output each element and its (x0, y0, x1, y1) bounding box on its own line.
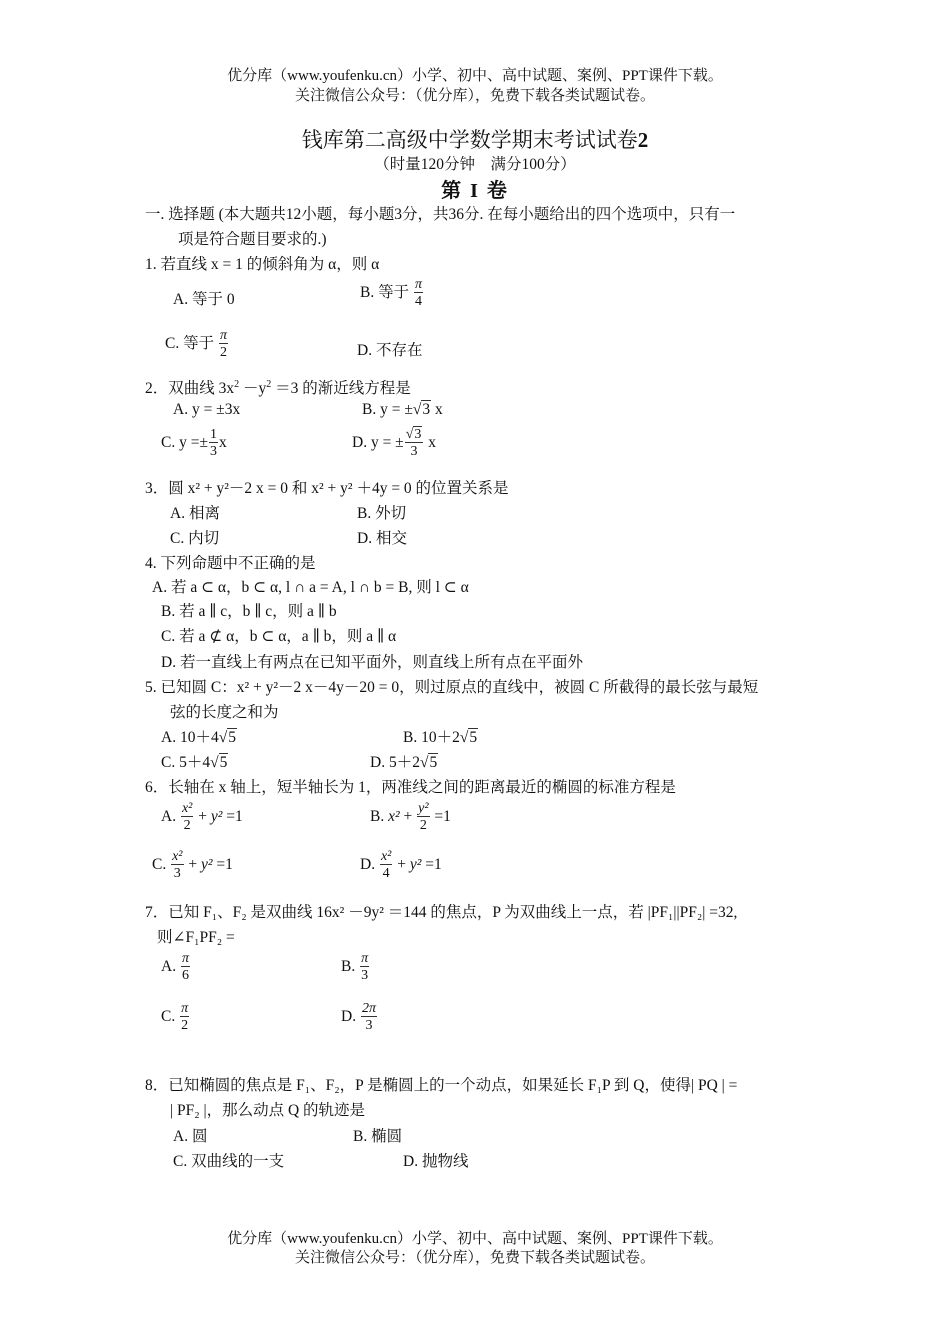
numerator: √3 (405, 427, 422, 442)
option-label: B. (370, 808, 385, 826)
q2-option-a: A. y = ±3x (173, 401, 241, 418)
q2-option-d (352, 428, 436, 459)
fraction (360, 952, 369, 983)
q4-option-a: A. 若 a ⊂ α，b ⊂ α, l ∩ a = A, l ∩ b = B, 则 l ⊂ α (152, 579, 469, 596)
denominator: 2 (181, 1018, 189, 1033)
fraction (180, 1002, 189, 1033)
plus: + (188, 856, 198, 874)
section1-line1: 一. 选择题 (本大题共12小题，每小题3分，共36分. 在每小题给出的四个选项中，只有一 (145, 206, 736, 223)
fraction (171, 850, 183, 881)
q1-option-a: A. 等于 0 (173, 291, 235, 308)
q2-stem-part: ＝3 的渐近线方程是 (271, 380, 411, 397)
q8-stem-line1: 8．已知椭圆的焦点是 F₁、F₂，P 是椭圆上的一个动点，如果延长 F₁P 到 Q，使得| PQ | = (145, 1077, 738, 1094)
q7-stem-line1: 7．已知 F₁、F₂ 是双曲线 16x² －9y² ＝144 的焦点，P 为双曲线上一点，若 |PF₁||PF₂| =32, (145, 904, 738, 921)
denominator: 2 (219, 345, 227, 360)
option-label: C. (152, 856, 167, 874)
q5-option-c (161, 750, 228, 772)
section1-line2: 项是符合题目要求的.) (178, 231, 327, 248)
q2-option-b-text: B. y = ± (362, 401, 413, 418)
q2-option-c-text: C. y =± (161, 434, 208, 452)
q4-option-b: B. 若 a ∥ c，b ∥ c，则 a ∥ b (161, 603, 337, 620)
superscript: 2 (234, 378, 240, 390)
numerator: y² (418, 801, 429, 816)
q3-option-a: A. 相离 (170, 505, 220, 522)
q5-stem-line2: 弦的长度之和为 (170, 704, 279, 721)
denominator: 3 (361, 968, 369, 983)
q7-option-c (161, 1002, 190, 1033)
numerator: x² (181, 801, 193, 816)
numerator: π (361, 951, 369, 966)
q7-stem-line2: 则∠F₁PF₂ = (157, 929, 235, 946)
q6-option-c (152, 850, 233, 881)
option-label: C. (161, 1008, 176, 1026)
q7-option-b (341, 952, 370, 983)
numerator: 2π (361, 1001, 376, 1016)
q1-option-b-text: B. 等于 (360, 284, 410, 302)
q2-stem-part: －y (239, 380, 267, 397)
q6-option-b (370, 802, 451, 833)
option-label: A. (161, 958, 177, 976)
exam-volume: 第 I 卷 (441, 180, 509, 202)
q5-option-d (370, 750, 438, 772)
denominator: 3 (173, 866, 181, 881)
fraction (209, 428, 218, 459)
radicand: 5 (228, 729, 236, 746)
radicand: 3 (414, 427, 422, 442)
q3-option-b: B. 外切 (357, 505, 407, 522)
denominator: 6 (181, 968, 189, 983)
radicand: 3 (422, 401, 431, 418)
q7-option-d (341, 1002, 378, 1033)
plus: + (397, 856, 406, 874)
sqrt: √5 (210, 754, 228, 771)
equals: =1 (425, 856, 442, 874)
q4-option-c: C. 若 a ⊄ α，b ⊂ α，a ∥ b，则 a ∥ α (161, 628, 397, 645)
q2-option-c (161, 428, 227, 459)
term: x² (388, 808, 400, 826)
fraction (414, 278, 423, 309)
radicand: 5 (219, 754, 228, 771)
q1-option-c-text: C. 等于 (165, 335, 215, 353)
fraction (181, 802, 193, 833)
term: y² (201, 856, 213, 874)
denominator: 3 (209, 444, 217, 459)
numerator: π (414, 277, 422, 292)
sqrt: √5 (218, 729, 236, 746)
q8-option-d: D. 抛物线 (403, 1153, 469, 1170)
q5-stem-line1: 5. 已知圆 C：x² + y²－2 x－4y－20 = 0，则过原点的直线中，被圆 C 所截得的最长弦与最短 (145, 679, 759, 696)
option-label: A. (161, 808, 177, 826)
q2-option-b (362, 401, 443, 419)
fraction (219, 329, 228, 360)
numerator: x² (380, 849, 392, 864)
q1-option-c (165, 329, 229, 360)
q2-option-b-var: x (434, 401, 443, 418)
term: y² (409, 856, 422, 874)
footer-line2: 关注微信公众号：（优分库），免费下载各类试题试卷。 (294, 1250, 655, 1266)
q2-stem-part: 2．双曲线 3x (145, 380, 235, 397)
q8-option-b: B. 椭圆 (353, 1128, 403, 1145)
q6-option-d (360, 850, 442, 881)
option-label: D. (360, 856, 376, 874)
fraction (181, 952, 190, 983)
header-line2: 关注微信公众号：（优分库），免费下载各类试题试卷。 (294, 88, 655, 104)
equals: =1 (226, 808, 243, 826)
numerator: π (181, 951, 189, 966)
q2-option-c-var: x (218, 434, 227, 452)
exam-title (0, 124, 950, 154)
q3-option-c: C. 内切 (170, 530, 220, 547)
numerator: 1 (209, 427, 217, 442)
numerator: π (181, 1001, 189, 1016)
denominator: 4 (382, 866, 390, 881)
q8-stem-line2: | PF₂ |，那么动点 Q 的轨迹是 (170, 1102, 366, 1119)
option-label: D. (341, 1008, 357, 1026)
q2-stem (145, 376, 411, 398)
fraction (405, 428, 424, 459)
option-label: B. (341, 958, 356, 976)
superscript: 2 (266, 378, 272, 390)
sqrt: √5 (459, 729, 478, 746)
equals: =1 (434, 808, 451, 826)
header-line1: 优分库（www.youfenku.cn）小学、初中、高中试题、案例、PPT课件下载。 (227, 68, 723, 84)
denominator: 2 (183, 818, 191, 833)
q5-option-d-text: D. 5＋2 (370, 754, 420, 771)
equals: =1 (216, 856, 233, 874)
fraction (380, 850, 392, 881)
q1-stem: 1. 若直线 x = 1 的倾斜角为 α，则 α (145, 256, 380, 273)
q4-stem: 4. 下列命题中不正确的是 (145, 555, 316, 572)
q6-stem: 6．长轴在 x 轴上，短半轴长为 1，两准线之间的距离最近的椭圆的标准方程是 (145, 779, 676, 796)
q3-stem: 3．圆 x² + y²－2 x = 0 和 x² + y² ＋4y = 0 的位置关系是 (145, 480, 509, 497)
q5-option-a-text: A. 10＋4 (161, 729, 219, 746)
exam-title-number: 2 (637, 128, 649, 152)
q6-option-a (161, 802, 243, 833)
q8-option-a: A. 圆 (173, 1128, 208, 1145)
q1-option-d: D. 不存在 (357, 342, 423, 359)
q1-option-b (360, 278, 424, 309)
footer-line1: 优分库（www.youfenku.cn）小学、初中、高中试题、案例、PPT课件下载。 (227, 1231, 723, 1247)
q7-option-a (161, 952, 191, 983)
q2-option-d-var: x (428, 434, 437, 452)
term: y² (210, 808, 223, 826)
sqrt: √3 (412, 401, 431, 418)
q3-option-d: D. 相交 (357, 530, 407, 547)
q5-option-c-text: C. 5＋4 (161, 754, 211, 771)
fraction (417, 802, 429, 833)
q5-option-b-text: B. 10＋2 (403, 729, 460, 746)
plus: + (403, 808, 413, 826)
sqrt: √5 (419, 754, 438, 771)
exam-subtitle: （时量120分钟 满分100分） (374, 156, 576, 173)
radicand: 5 (429, 754, 438, 771)
radicand: 5 (469, 729, 478, 746)
denominator: 4 (414, 294, 422, 309)
plus: + (198, 808, 207, 826)
q8-option-c: C. 双曲线的一支 (173, 1153, 285, 1170)
q4-option-d: D. 若一直线上有两点在已知平面外，则直线上所有点在平面外 (161, 654, 583, 671)
numerator: x² (172, 849, 183, 864)
q5-option-a (161, 725, 237, 747)
denominator: 3 (410, 444, 418, 459)
denominator: 2 (419, 818, 427, 833)
q2-option-d-text: D. y = ± (352, 434, 404, 452)
q5-option-b (403, 725, 478, 747)
numerator: π (219, 328, 227, 343)
exam-title-text: 钱库第二高级中学数学期末考试试卷 (301, 128, 638, 152)
denominator: 3 (365, 1018, 373, 1033)
fraction (361, 1002, 377, 1033)
